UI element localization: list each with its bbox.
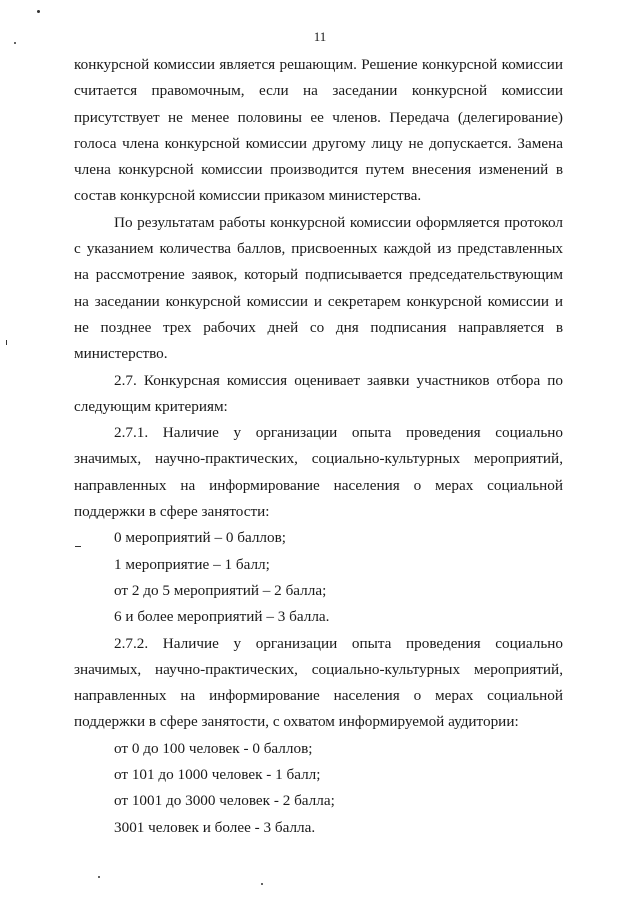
scan-speck <box>98 876 100 878</box>
page-number: 11 <box>313 29 327 44</box>
criterion-1-item: 1 мероприятие – 1 балл; <box>114 555 270 573</box>
criterion-2-item: 3001 человек и более - 3 балла. <box>114 818 316 836</box>
scan-speck <box>14 42 16 44</box>
scan-speck <box>37 10 40 13</box>
criterion-2-item: от 1001 до 3000 человек - 2 балла; <box>114 792 335 810</box>
criterion-1-item: 6 и более мероприятий – 3 балла. <box>114 608 330 626</box>
paragraph-protocol: По результатам работы конкурсной комиссии оформляется протокол с указанием количества баллов, присвоенных каждой из представленных на рассмотрение заявок, который подписывается председательствующим на заседании конкурсной комиссии и секретарем конкурсной комиссии и не позднее трех рабочих дней со дня подписания направляется в министерство. <box>74 213 563 363</box>
criterion-2-item: от 101 до 1000 человек - 1 балл; <box>114 766 321 784</box>
criterion-1-item: 0 мероприятий – 0 баллов; <box>114 529 286 547</box>
scan-speck <box>6 340 7 345</box>
paragraph-2-7-1: 2.7.1. Наличие у организации опыта проведения социально значимых, научно-практических, социально-культурных мероприятий, направленных на информирование населения о мерах социальной поддержки в сфере занятости: <box>74 424 563 521</box>
criterion-2-item: от 0 до 100 человек - 0 баллов; <box>114 739 313 757</box>
scan-speck <box>261 883 263 885</box>
paragraph-commission-decision: конкурсной комиссии является решающим. Решение конкурсной комиссии считается правомочным, если на заседании конкурсной комиссии присутствует не менее половины ее членов. Передача (делегирование) голоса члена конкурсной комиссии другому лицу не допускается. Замена члена конкурсной комиссии производится путем внесения изменений в состав конкурсной комиссии приказом министерства. <box>74 56 563 205</box>
paragraph-2-7-2: 2.7.2. Наличие у организации опыта проведения социально значимых, научно-практических, социально-культурных мероприятий, направленных на информирование населения о мерах социальной поддержки в сфере занятости, с охватом информируемой аудитории: <box>74 634 563 731</box>
paragraph-2-7: 2.7. Конкурсная комиссия оценивает заявки участников отбора по следующим критериям: <box>74 371 563 415</box>
criterion-1-item: от 2 до 5 мероприятий – 2 балла; <box>114 581 327 599</box>
scan-speck <box>75 546 81 547</box>
document-body <box>74 52 563 841</box>
